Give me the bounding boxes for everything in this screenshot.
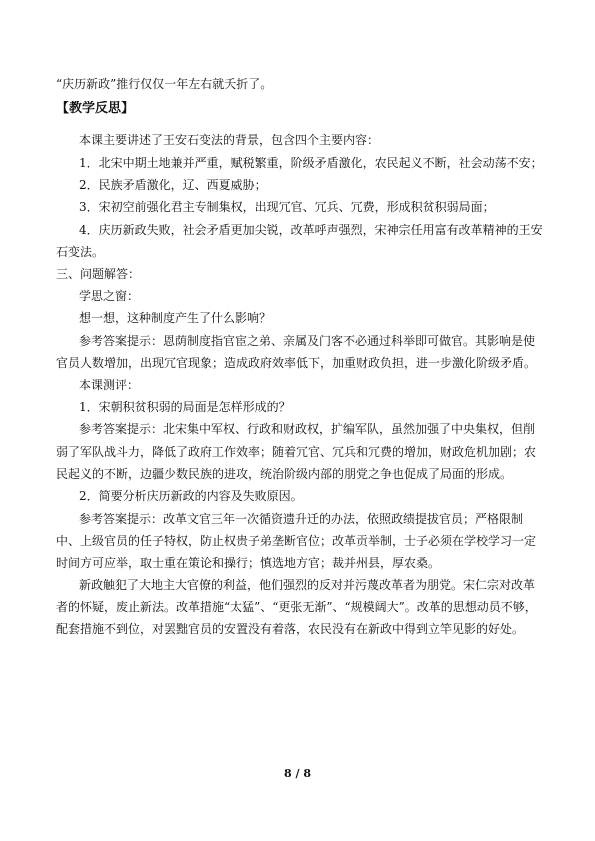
reflection-point-3: 3．宋初空前强化君主专制集权，出现冗官、冗兵、冗费，形成积贫积弱局面；	[79, 200, 495, 214]
reflection-point-2: 2．民族矛盾激化，辽、西夏威胁；	[79, 178, 267, 192]
section-heading-answers: 三、问题解答：	[56, 267, 141, 281]
ceping-label: 本课测评：	[79, 378, 140, 392]
xuesi-label: 学思之窗：	[79, 289, 140, 303]
xuesi-answer-line-2: 官员人数增加，出现冗官现象；造成政府效率低下，加重财政负担，进一步激化阶级矛盾。	[56, 356, 537, 370]
reflection-point-4-line-1: 4．庆历新政失败，社会矛盾更加尖锐，改革呼声强烈，宋神宗任用富有改革精神的王安	[79, 223, 543, 237]
answer-1-line-3: 民起义的不断，边疆少数民族的进攻，统治阶级内部的朋党之争也促成了局面的形成。	[56, 467, 513, 481]
section-heading-reflection: 【教学反思】	[56, 101, 135, 116]
answer-2b-line-2: 者的怀疑，废止新法。改革措施“太猛”、“更张无渐”、“规模阔大”。改革的思想动员不够，	[56, 600, 537, 614]
answer-1-line-2: 弱了军队战斗力，降低了政府工作效率；随着冗官、冗兵和冗费的增加，财政危机加剧；农	[56, 445, 537, 459]
xuesi-question: 想一想，这种制度产生了什么影响？	[79, 311, 272, 325]
answer-2-line-2: 中、上级官员的任子特权，防止权贵子弟垄断官位；改革贡举制，士子必须在学校学习一定	[56, 534, 537, 548]
answer-2b-line-3: 配套措施不到位，对罢黜官员的安置没有着落，农民没有在新政中得到立竿见影的好处。	[56, 622, 525, 636]
page-number: 8 / 8	[284, 767, 311, 780]
question-2: 2．简要分析庆历新政的内容及失败原因。	[79, 489, 303, 503]
reflection-intro-text: 本课主要讲述了王安石变法的背景，包含四个主要内容：	[79, 133, 380, 147]
intro-tail-text: “庆历新政”推行仅仅一年左右就夭折了。	[56, 77, 273, 91]
reflection-point-4-line-2: 石变法。	[56, 245, 105, 259]
question-1: 1．宋朝积贫积弱的局面是怎样形成的？	[79, 400, 291, 414]
answer-2-line-1: 参考答案提示：改革文官三年一次循资遗升迁的办法，依照政绩提拔官员；严格限制	[79, 512, 524, 526]
answer-1-line-1: 参考答案提示：北宋集中军权、行政和财政权，扩编军队，虽然加强了中央集权，但削	[79, 422, 536, 436]
reflection-point-1: 1．北宋中期土地兼并严重，赋税繁重，阶级矛盾激化，农民起义不断，社会动荡不安；	[79, 156, 543, 170]
answer-2-line-3: 时间方可应举，取士重在策论和操行；慎选地方官；裁并州县，厚农桑。	[56, 556, 441, 570]
xuesi-answer-line-1: 参考答案提示：恩荫制度指官宦之弟、亲属及门客不必通过科举即可做官。其影响是使	[79, 334, 536, 348]
answer-2b-line-1: 新政触犯了大地主大官僚的利益，他们强烈的反对并污蔑改革者为朋党。宋仁宗对改革	[79, 578, 536, 592]
